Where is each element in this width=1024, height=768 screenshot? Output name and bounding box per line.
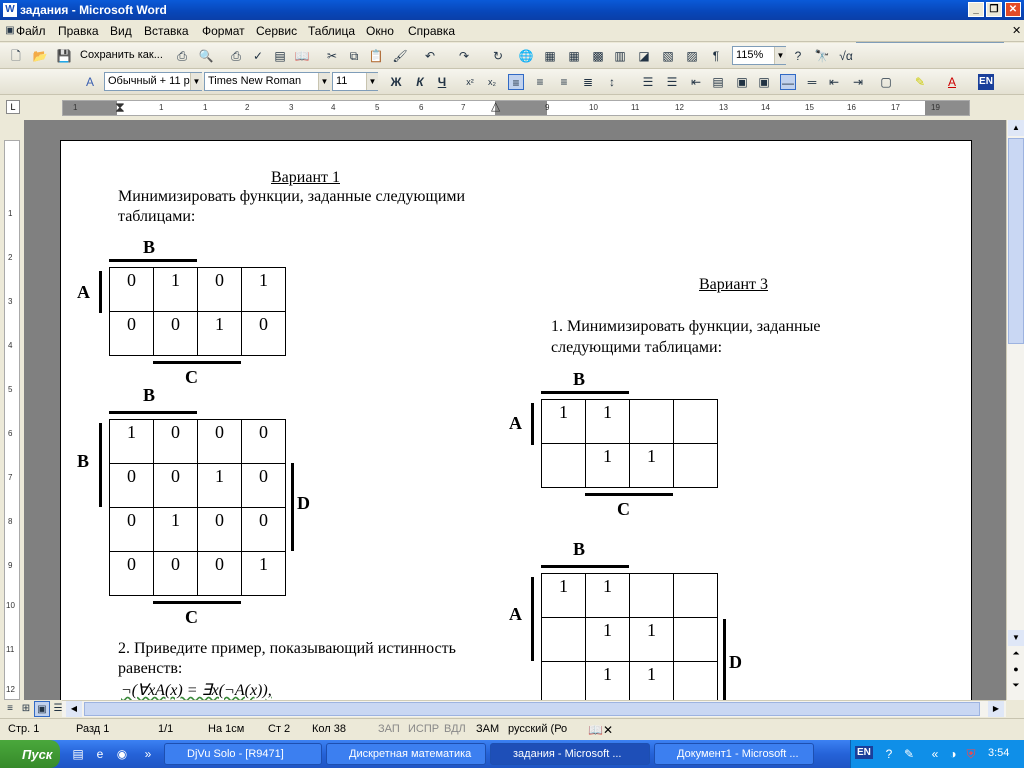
t3-label-bottom: C [617,499,630,519]
horizontal-ruler[interactable] [62,100,970,116]
status-at: На 1см [208,723,245,735]
t1-cell: 1 [242,268,286,312]
t4-bar-top [541,565,629,568]
save-as-button[interactable]: Сохранить как... [80,49,163,61]
line-icon[interactable]: ═ [807,75,817,89]
ruler-tick: 1 [203,103,208,112]
t2-cell: 1 [154,508,198,552]
word-app-icon[interactable]: W [3,3,17,17]
ruler-tick: 4 [331,103,336,112]
style-select[interactable]: Обычный + 11 р [104,72,202,91]
t4-cell [674,618,718,662]
t4-cell [630,574,674,618]
numbering-icon[interactable]: ☰ [642,75,654,89]
right-indent-marker-icon[interactable]: △ [491,99,501,113]
t2-cell: 1 [198,464,242,508]
align-center-icon[interactable]: ≡ [536,75,544,89]
t1-bar-bottom [153,361,241,364]
t4-cell [542,618,586,662]
t1-bar-top [109,259,197,262]
ruler-tick: 8 [8,517,13,526]
ruler-tick: 15 [805,103,814,112]
ruler-tick: 1 [73,103,78,112]
t2-cell: 0 [242,508,286,552]
ruler-tick: 14 [761,103,770,112]
highlight-icon[interactable]: ✎ [914,75,926,89]
taskbar [0,740,1024,768]
status-trk[interactable]: ИСПР [408,723,440,735]
t4-cell: 1 [630,618,674,662]
t2-cell: 0 [198,508,242,552]
variant1-item2-line1: 2. Приведите пример, показывающий истинность [118,640,456,657]
prev-page-icon[interactable]: ⏶ [1012,648,1020,658]
show-hide-icon[interactable]: ¶ [712,49,720,63]
t2-bar-bottom [153,601,241,604]
t1-label-top: B [143,237,156,257]
undo-icon[interactable]: ↶ [424,49,436,63]
view-buttons [0,700,62,717]
doc-icon[interactable]: ▣ [5,25,15,36]
karnaugh-table-2 [109,419,286,596]
scroll-right-icon[interactable]: ▶ [988,701,1004,717]
t3-cell [674,400,718,444]
font-dropdown-icon[interactable]: ▼ [318,73,330,90]
t1-bar-left [99,271,102,313]
variant1-text-line2: таблицами: [118,208,196,225]
read-icon[interactable]: 📖 [294,49,310,63]
hyperlink-icon[interactable]: 🌐 [518,49,534,63]
vertical-scrollbar[interactable] [1006,120,1024,700]
menu-view[interactable]: Вид [110,24,132,38]
task-folder[interactable]: Дискретная математика [326,743,486,765]
tab-selector-icon[interactable]: L [6,100,20,114]
menu-file[interactable]: Файл [16,24,46,38]
hscroll-thumb[interactable] [84,702,980,716]
ruler-tick: 4 [8,341,13,350]
ruler-tick: 16 [847,103,856,112]
tray-shield-icon[interactable]: ⛨ [966,747,976,761]
t2-label-bottom: C [185,607,198,627]
variant1-formula: ¬(∀xA(x) = ∃x(¬A(x)), [121,682,272,699]
t3-label-left: A [509,413,522,433]
tray-help-icon[interactable]: ? [885,747,893,761]
tables-borders-icon[interactable]: ▦ [544,49,556,63]
indent-marker-icon[interactable]: ⧗ [115,99,125,115]
find-icon[interactable]: 🔭 [814,49,830,63]
outline-view-icon[interactable]: ☰ [53,703,63,714]
t1-cell: 0 [198,268,242,312]
help-icon[interactable]: ? [794,49,802,63]
ruler-tick: 13 [719,103,728,112]
t2-label-left: B [77,451,90,471]
t1-cell: 0 [154,312,198,356]
status-bar [0,718,1024,740]
zoom-dropdown-icon[interactable]: ▼ [774,47,786,64]
close-button[interactable]: ✕ [1005,2,1021,17]
increase-indent-icon[interactable]: ▤ [712,75,724,89]
t3-cell: 1 [630,444,674,488]
doc-close-icon[interactable]: ✕ [1012,25,1022,37]
decrease-indent-icon[interactable]: ⇤ [690,75,702,89]
drawing-icon[interactable]: ◪ [638,49,650,63]
align-left-icon[interactable]: ≡ [508,74,524,90]
task-zadaniya[interactable]: задания - Microsoft ... [490,743,650,765]
t4-cell: 1 [630,662,674,701]
standard-toolbar [0,43,1024,69]
columns-icon[interactable]: ▥ [614,49,626,63]
t4-label-right: D [729,652,742,672]
ruler-tick: 1 [8,209,13,218]
start-label: Пуск [22,747,53,762]
t4-cell: 1 [586,618,630,662]
paste-icon[interactable]: 📋 [368,49,384,63]
status-pages: 1/1 [158,723,174,735]
status-lang: русский (Ро [508,723,568,735]
variant1-item2-line2: равенств: [118,660,183,677]
ruler-tick: 19 [931,103,940,112]
tray-app-icon[interactable]: ✎ [903,747,915,761]
tray-lang[interactable]: EN [857,747,871,758]
open-icon[interactable]: 📂 [32,49,48,63]
ruler-tick: 10 [6,601,15,610]
next-page-icon[interactable]: ⏷ [1012,680,1020,690]
t2-bar-left [99,423,102,507]
align-right-icon[interactable]: ≡ [560,75,568,89]
thumbnails-icon[interactable]: ▨ [686,49,698,63]
t2-cell: 0 [242,464,286,508]
t1-cell: 1 [154,268,198,312]
line-spacing-icon[interactable]: ↕ [609,75,615,89]
t3-label-top: B [573,369,586,389]
menu-edit[interactable]: Правка [58,24,99,38]
status-line: Ст 2 [268,723,291,735]
italic-button[interactable]: К [416,75,424,89]
superscript-icon[interactable]: x² [466,77,474,87]
tray-network-icon[interactable]: ◑ [949,747,957,761]
minimize-button[interactable]: _ [968,2,984,17]
t1-cell: 0 [110,312,154,356]
t4-cell: 1 [542,574,586,618]
t2-label-top: B [143,385,156,405]
variant3-title: Вариант 3 [699,276,768,293]
save-icon[interactable]: 💾 [56,49,72,63]
ruler-tick: 1 [159,103,164,112]
select-browse-icon[interactable]: ● [1013,664,1019,674]
t2-cell: 0 [198,552,242,596]
menu-format[interactable]: Формат [202,24,245,38]
insert-table-icon[interactable]: ▦ [568,49,580,63]
karnaugh-table-3 [541,399,718,488]
ruler-tick: 2 [8,253,13,262]
t3-cell: 1 [586,444,630,488]
ruler-tick: 5 [8,385,13,394]
text-box-icon[interactable]: ▣ [758,75,770,89]
vertical-ruler[interactable] [4,140,20,700]
scroll-thumb[interactable] [1008,138,1024,344]
variant1-title: Вариант 1 [271,169,340,186]
t2-bar-right [291,463,294,551]
t2-cell: 1 [110,420,154,464]
t2-cell: 0 [242,420,286,464]
ruler-tick: 11 [6,645,15,654]
ruler-tick: 9 [8,561,13,570]
menu-bar [0,20,1024,42]
print-preview-icon[interactable]: 🔍 [198,49,214,63]
status-ext[interactable]: ВДЛ [444,723,466,735]
t2-cell: 1 [242,552,286,596]
status-ovr[interactable]: ЗАМ [476,723,500,735]
t1-cell: 1 [198,312,242,356]
t2-cell: 0 [154,464,198,508]
t4-cell [674,574,718,618]
t4-cell [674,662,718,701]
t3-bar-left [531,403,534,445]
ruler-tick: 7 [8,473,13,482]
clock: 3:54 [988,747,1010,759]
new-icon[interactable]: 🗋 [11,49,21,63]
task-djvu[interactable]: DjVu Solo - [R9471] [164,743,322,765]
frame-icon[interactable]: ▣ [736,75,748,89]
status-page: Стр. 1 [8,723,40,735]
web-view-icon[interactable]: ⊞ [21,703,31,714]
style-dropdown-icon[interactable]: ▼ [190,73,202,90]
equation-icon[interactable]: √α [839,49,853,63]
spelling-icon[interactable]: ✓ [252,49,264,63]
ruler-tick: 2 [245,103,250,112]
status-col: Кол 38 [312,723,346,735]
format-painter-icon[interactable]: 🖌 [392,49,408,63]
scroll-left-icon[interactable]: ◀ [66,701,82,717]
outdent-icon[interactable]: ⇤ [828,75,840,89]
variant3-text-line2: следующими таблицами: [551,339,723,356]
menu-help[interactable]: Справка [408,24,456,38]
status-rec[interactable]: ЗАП [378,723,400,735]
insert-excel-icon[interactable]: ▩ [592,49,604,63]
t2-cell: 0 [110,508,154,552]
ruler-tick: 11 [631,103,640,112]
maximize-button[interactable]: ❐ [986,2,1002,17]
ruler-tick: 10 [589,103,598,112]
t1-label-bottom: C [185,367,198,387]
start-button[interactable] [0,740,60,768]
redo-icon[interactable]: ↷ [458,49,470,63]
indent-icon[interactable]: ⇥ [852,75,864,89]
ruler-tick: 17 [891,103,900,112]
title-bar [0,0,1024,20]
window-title: задания - Microsoft Word [20,3,167,17]
formatting-toolbar [0,69,1024,95]
subscript-icon[interactable]: x₂ [488,77,496,87]
t3-bar-bottom [585,493,673,496]
print-icon[interactable]: ⎙ [231,49,241,63]
t3-cell [674,444,718,488]
t4-cell [542,662,586,701]
ruler-tick: 3 [289,103,294,112]
zoom-select[interactable]: 115% [732,46,786,65]
t4-label-left: A [509,604,522,624]
document-map-icon[interactable]: ▧ [662,49,674,63]
t2-cell: 0 [198,420,242,464]
t2-cell: 0 [110,464,154,508]
status-section: Разд 1 [76,723,110,735]
ruler-tick: 5 [375,103,380,112]
ruler-tick: 6 [8,429,13,438]
quicklaunch-more-icon[interactable]: » [144,747,152,761]
underline-button[interactable]: Ч [437,75,447,89]
variant1-text-line1: Минимизировать функции, заданные следующими [118,188,466,205]
refresh-icon[interactable]: ↻ [492,49,504,63]
tray-expand-icon[interactable]: « [931,747,939,761]
t1-cell: 0 [110,268,154,312]
menu-table[interactable]: Таблица [308,24,356,38]
t2-label-right: D [297,493,310,513]
border-icon[interactable]: ▢ [880,75,892,89]
t1-cell: 0 [242,312,286,356]
ruler-tick: 12 [6,685,15,694]
research-icon[interactable]: ▤ [274,49,286,63]
t1-label-left: A [77,282,90,302]
horizontal-scrollbar[interactable] [62,700,1006,717]
font-size-dropdown-icon[interactable]: ▼ [366,73,378,90]
t4-bar-left [531,577,534,661]
t3-cell: 1 [586,400,630,444]
normal-view-icon[interactable]: ≡ [7,703,13,714]
font-select[interactable]: Times New Roman [204,72,330,91]
quicklaunch-opera-icon[interactable]: ◉ [116,747,128,761]
t2-bar-top [109,411,197,414]
task-document1[interactable]: Документ1 - Microsoft ... [654,743,814,765]
spelling-status-icon[interactable]: 📖✕ [588,723,613,737]
copy-icon[interactable]: ⧉ [349,49,359,63]
t4-cell: 1 [586,662,630,701]
t3-bar-top [541,391,629,394]
print-layout-icon[interactable]: ▣ [34,701,50,717]
t3-cell [542,444,586,488]
horizontal-line-icon[interactable]: — [782,76,794,90]
ruler-tick: 7 [461,103,466,112]
t3-cell: 1 [542,400,586,444]
ruler-tick: 3 [8,297,13,306]
t4-bar-right [723,619,726,700]
scroll-up-icon[interactable]: ▲ [1008,120,1024,136]
ruler-tick: 12 [675,103,684,112]
karnaugh-table-4 [541,573,718,700]
t2-cell: 0 [154,420,198,464]
document-page[interactable] [60,140,972,700]
t3-cell [630,400,674,444]
t4-cell: 1 [586,574,630,618]
permission-icon[interactable]: ⎙ [177,49,187,63]
scroll-down-icon[interactable]: ▼ [1008,630,1024,646]
menu-tools[interactable]: Сервис [256,24,298,38]
variant3-text-line1: 1. Минимизировать функции, заданные [551,318,821,335]
bold-button[interactable]: Ж [390,75,402,89]
cut-icon[interactable]: ✂ [326,49,338,63]
quicklaunch-ie-icon[interactable]: e [96,747,104,761]
t2-cell: 0 [110,552,154,596]
ruler-tick: 9 [545,103,550,112]
lang-button[interactable]: EN [978,74,994,90]
font-size-select[interactable]: 11 [332,72,378,91]
t2-cell: 0 [154,552,198,596]
font-color-icon[interactable]: A [947,75,956,89]
ruler-tick: 6 [419,103,424,112]
justify-icon[interactable]: ≣ [582,75,594,89]
karnaugh-table-1 [109,267,286,356]
t4-label-top: B [573,539,586,559]
quicklaunch-word-icon[interactable]: ▤ [72,747,84,761]
styles-pane-icon[interactable]: A [85,75,94,89]
bullets-icon[interactable]: ☰ [666,75,678,89]
menu-window[interactable]: Окно [366,24,394,38]
menu-insert[interactable]: Вставка [144,24,189,38]
